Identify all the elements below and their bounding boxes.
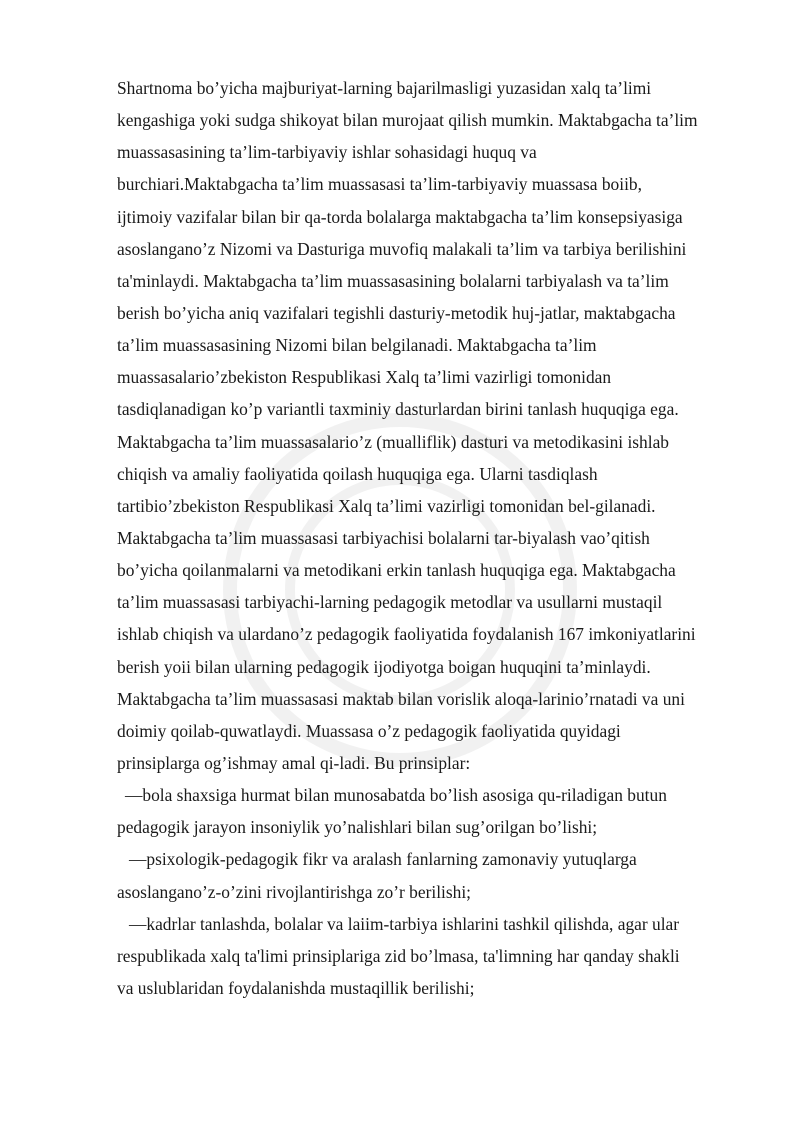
text-line: pedagogik jarayon insoniylik yo’nalishlari bilan sug’orilgan bo’lishi;	[117, 817, 598, 838]
text-line: asoslangano’z-o’zini rivojlantirishga zo’r berilishi;	[117, 881, 471, 902]
text-line: respublikada xalq ta'limi prinsiplariga zid bo’lmasa, ta'limning har qanday shakli	[117, 945, 680, 966]
text-line: muassasasining ta’lim-tarbiyaviy ishlar sohasidagi huquq va	[117, 142, 537, 163]
text-line: burchiari.Maktabgacha ta’lim muassasasi ta’lim-tarbiyaviy muassasa boiib,	[117, 174, 642, 195]
text-line: kengashiga yoki sudga shikoyat bilan murojaat qilish mumkin. Maktabgacha ta’lim	[117, 110, 698, 131]
bullet-line: —psixologik-pedagogik fikr va aralash fanlarning zamonaviy yutuqlarga	[129, 849, 637, 870]
text-line: asoslangano’z Nizomi va Dasturiga muvofiq malakali ta’lim va tarbiya berilishini	[117, 238, 687, 259]
text-line: Maktabgacha ta’lim muassasasi maktab bilan vorislik aloqa-larinio’rnatadi va uni	[117, 688, 685, 709]
text-line: tartibio’zbekiston Respublikasi Xalq ta’limi vazirligi tomonidan bel-gilanadi.	[117, 495, 656, 516]
bullet-line: —bola shaxsiga hurmat bilan munosabatda bo’lish asosiga qu-riladigan butun	[125, 785, 667, 806]
text-line: ta’lim muassasasining Nizomi bilan belgilanadi. Maktabgacha ta’lim	[117, 335, 597, 356]
text-line: Maktabgacha ta’lim muassasalario’z (mualliflik) dasturi va metodikasini ishlab	[117, 431, 669, 452]
text-line: prinsiplarga og’ishmay amal qi-ladi. Bu prinsiplar:	[117, 752, 471, 773]
text-line: muassasalario’zbekiston Respublikasi Xalq ta’limi vazirligi tomonidan	[117, 367, 612, 388]
text-line: tasdiqlanadigan ko’p variantli taxminiy dasturlardan birini tanlash huquqiga ega.	[117, 399, 679, 420]
body-text	[117, 72, 757, 1004]
text-line: Shartnoma bo’yicha majburiyat-larning bajarilmasligi yuzasidan xalq ta’limi	[117, 78, 652, 98]
text-line: chiqish va amaliy faoliyatida qoilash huquqiga ega. Ularni tasdiqlash	[117, 463, 598, 484]
text-line: doimiy qoilab-quwatlaydi. Muassasa o’z pedagogik faoliyatida quyidagi	[117, 720, 621, 741]
text-line: ishlab chiqish va ulardano’z pedagogik faoliyatida foydalanish 167 imkoniyatlarini	[117, 624, 696, 645]
bullet-line: —kadrlar tanlashda, bolalar va laiim-tarbiya ishlarini tashkil qilishda, agar ular	[129, 913, 680, 934]
text-line: Maktabgacha ta’lim muassasasi tarbiyachisi bolalarni tar-biyalash vao’qitish	[117, 527, 650, 548]
text-line: bo’yicha qoilanmalarni va metodikani erkin tanlash huquqiga ega. Maktabgacha	[117, 560, 676, 581]
text-line: va uslublaridan foydalanishda mustaqillik berilishi;	[117, 977, 475, 998]
text-line: ta'minlaydi. Maktabgacha ta’lim muassasasining bolalarni tarbiyalash va ta’lim	[117, 270, 669, 291]
text-line: berish bo’yicha aniq vazifalari tegishli dasturiy-metodik huj-jatlar, maktabgacha	[117, 302, 676, 323]
text-line: ta’lim muassasasi tarbiyachi-larning pedagogik metodlar va usullarni mustaqil	[117, 592, 663, 613]
text-line: berish yoii bilan ularning pedagogik ijodiyotga boigan huquqini ta’minlaydi.	[117, 656, 651, 677]
text-line: ijtimoiy vazifalar bilan bir qa-torda bolalarga maktabgacha ta’lim konsepsiyasiga	[117, 206, 683, 227]
